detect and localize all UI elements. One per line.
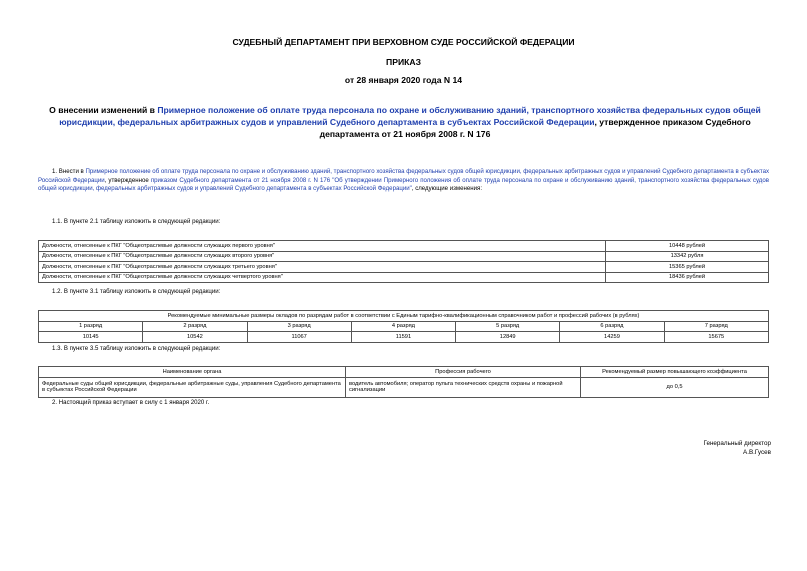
department-heading: СУДЕБНЫЙ ДЕПАРТАМЕНТ ПРИ ВЕРХОВНОМ СУДЕ РОССИЙСКОЙ ФЕДЕРАЦИИ: [232, 37, 575, 47]
header-profession: Профессия рабочего: [346, 367, 581, 378]
table-row: [39, 241, 769, 252]
grade-salary-table: [38, 310, 769, 343]
document-title: [40, 104, 770, 140]
para1-prefix: 1. Внести в: [52, 168, 86, 175]
table-row: [39, 272, 769, 283]
grade-header: 4 разряд: [351, 321, 455, 332]
grade-value: 15675: [664, 332, 768, 343]
grade-value: 14259: [560, 332, 664, 343]
position-cell: Должности, отнесенные к ПКГ "Общеотраслевые должности служащих первого уровня": [39, 241, 606, 252]
para1-link-regulation[interactable]: Примерное положение об оплате труда персонала по охране и обслуживанию зданий, транспортного хозяйства федеральных судов общей юрисдикции, федеральных арбитражных судов и управлений Судебного департамента в субъектах Российской Федерации: [38, 168, 770, 184]
grade-value: 12849: [456, 332, 560, 343]
salary-cell: 10448 рублей: [606, 241, 769, 252]
title-prefix: О внесении изменений в: [49, 105, 158, 115]
salary-table: [38, 240, 769, 283]
table-row: [39, 251, 769, 262]
grade-value: 11591: [351, 332, 455, 343]
header-authority: Наименование органа: [39, 367, 346, 378]
grade-header: 6 разряд: [560, 321, 664, 332]
grade-value: 10542: [143, 332, 247, 343]
header-coefficient: Рекомендуемый размер повышающего коэффициента: [581, 367, 769, 378]
title-link[interactable]: Примерное положение об оплате труда персонала по охране и обслуживанию зданий, транспортного хозяйства федеральных судов общей юрисдикции, федеральных арбитражных судов и управлений Судебного департамента в субъектах Российской Федерации: [59, 105, 761, 127]
item-2: 2. Настоящий приказ вступает в силу с 1 января 2020 г.: [52, 399, 210, 406]
item-1-3: 1.3. В пункте 3.5 таблицу изложить в следующей редакции:: [52, 345, 221, 352]
grade-value: 10145: [39, 332, 143, 343]
table-row: [39, 367, 769, 378]
doc-type-heading: ПРИКАЗ: [386, 57, 421, 67]
item-1-1: 1.1. В пункте 2.1 таблицу изложить в следующей редакции:: [52, 218, 221, 225]
signature-block: [703, 439, 771, 457]
para1-suffix: , следующие изменения:: [411, 185, 483, 193]
grade-header: 7 разряд: [664, 321, 768, 332]
authority-cell: Федеральные суды общей юрисдикции, федеральные арбитражные суды, управления Судебного департамента в субъектах Российской Федерации: [39, 377, 346, 397]
item-1-2: 1.2. В пункте 3.1 таблицу изложить в следующей редакции:: [52, 288, 221, 295]
para1-link-order[interactable]: приказом Судебного департамента от 21 ноября 2008 г. N 176 "Об утверждении Примерного положения об оплате труда персонала по охране и обслуживанию зданий, транспортного хозяйства федеральных судов общей юрисдикции, федеральных арбитражных судов и управлений Судебного департамента в субъектах Российской Федерации": [38, 176, 769, 193]
profession-cell: водитель автомобиля; оператор пульта технических средств охраны и пожарной сигнализации: [346, 377, 581, 397]
salary-cell: 15365 рублей: [606, 262, 769, 273]
coefficient-table: [38, 366, 769, 398]
position-cell: Должности, отнесенные к ПКГ "Общеотраслевые должности служащих четвертого уровня": [39, 272, 606, 283]
grade-header: 1 разряд: [39, 321, 143, 332]
paragraph-1: [38, 168, 769, 194]
title-suffix: , утвержденное приказом Судебного департамента от 21 ноября 2008 г. N 176: [319, 117, 751, 139]
coefficient-cell: до 0,5: [581, 377, 769, 397]
grade-header: 2 разряд: [143, 321, 247, 332]
position-cell: Должности, отнесенные к ПКГ "Общеотраслевые должности служащих третьего уровня": [39, 262, 606, 273]
grade-value: 11067: [247, 332, 351, 343]
table-row: [39, 321, 769, 332]
salary-cell: 13342 рубля: [606, 251, 769, 262]
table-row: [39, 311, 769, 322]
salary-cell: 18436 рублей: [606, 272, 769, 283]
signatory-name: А.В.Гусев: [743, 449, 771, 456]
table-row: [39, 377, 769, 397]
grade-table-caption: Рекомендуемые минимальные размеры окладов по разрядам работ в соответствии с Единым тарифно-квалификационным справочником работ и профессий рабочих (в рублях): [39, 311, 769, 322]
para1-middle: , утвержденное: [104, 176, 151, 184]
table-row: [39, 332, 769, 343]
grade-header: 5 разряд: [456, 321, 560, 332]
grade-header: 3 разряд: [247, 321, 351, 332]
table-row: [39, 262, 769, 273]
doc-date-heading: от 28 января 2020 года N 14: [344, 75, 463, 85]
signatory-title: Генеральный директор: [703, 440, 771, 447]
position-cell: Должности, отнесенные к ПКГ "Общеотраслевые должности служащих второго уровня": [39, 251, 606, 262]
